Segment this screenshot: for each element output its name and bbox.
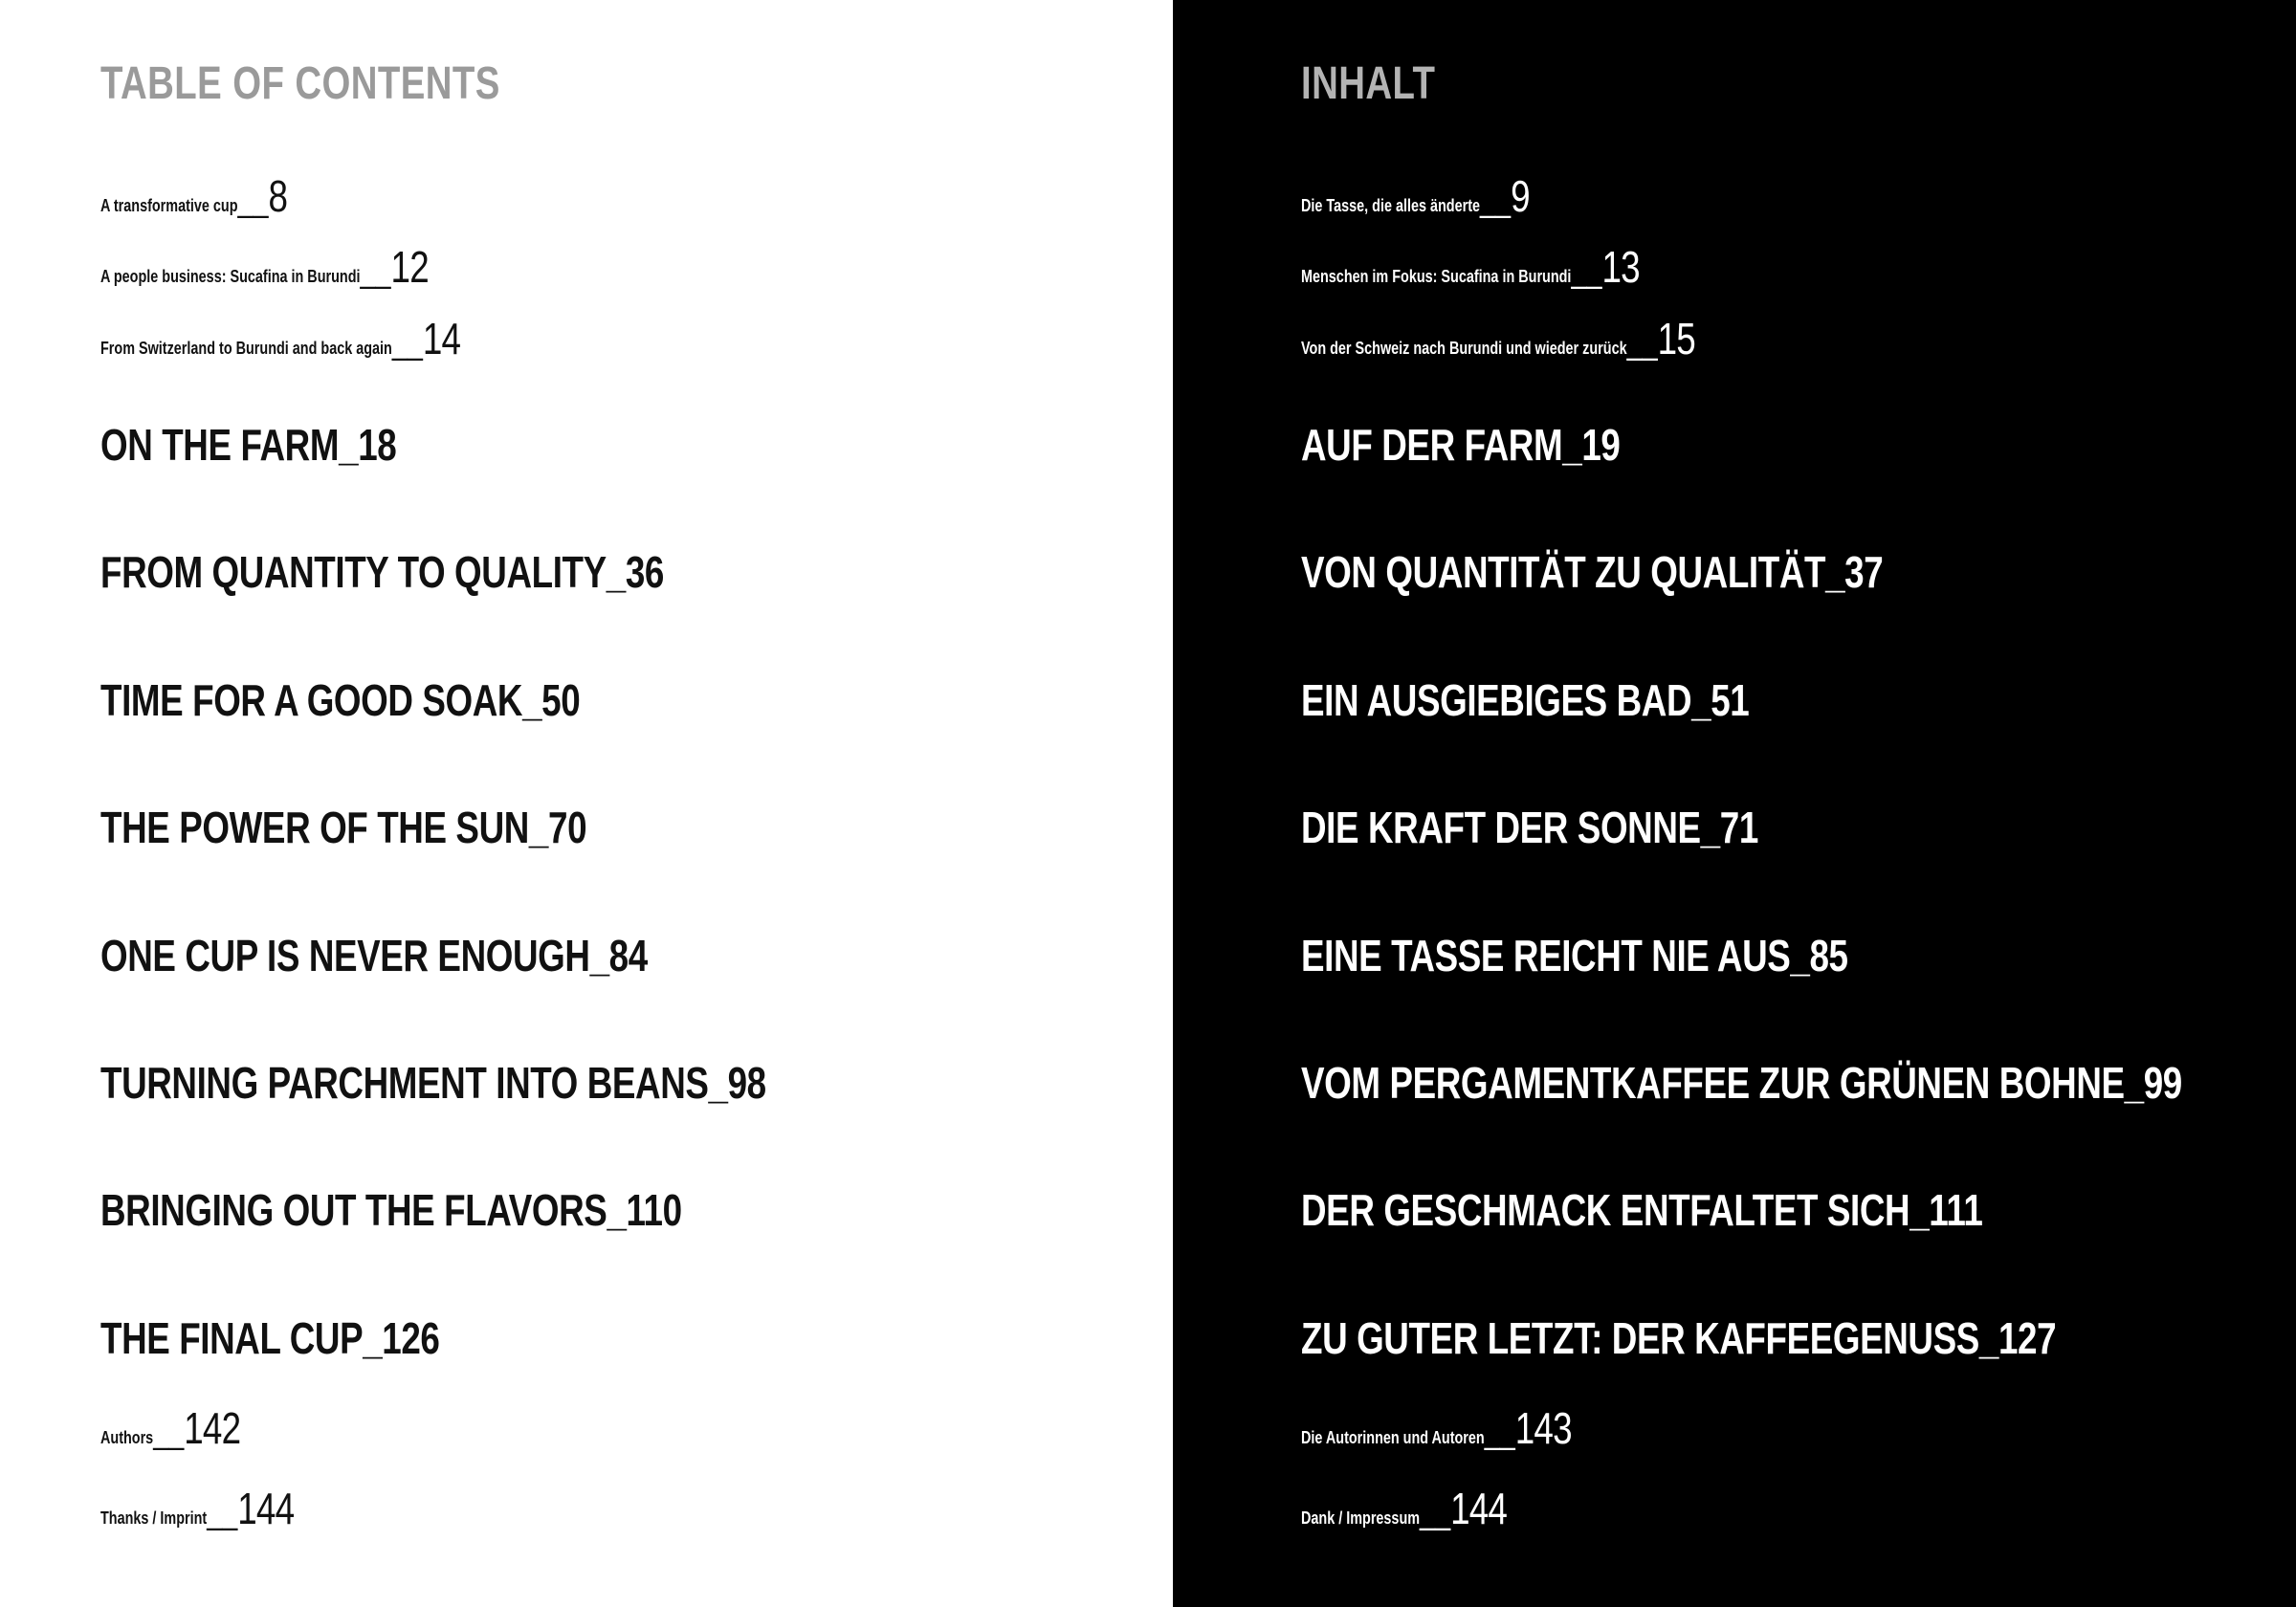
- inhalt-chapter-2[interactable]: VON QUANTITÄT ZU QUALITÄT_37: [1301, 547, 1884, 597]
- inhalt-chapter-4[interactable]: DIE KRAFT DER SONNE_71: [1301, 803, 1758, 852]
- inhalt-chapter-1[interactable]: AUF DER FARM_19: [1301, 420, 1621, 470]
- toc-chapter-4[interactable]: THE POWER OF THE SUN_70: [100, 803, 587, 852]
- english-toc-heading: TABLE OF CONTENTS: [100, 58, 500, 109]
- inhalt-chapter-7[interactable]: DER GESCHMACK ENTFALTET SICH_111: [1301, 1185, 1983, 1235]
- toc-chapter-2[interactable]: FROM QUANTITY TO QUALITY_36: [100, 547, 664, 597]
- toc-chapter-8[interactable]: THE FINAL CUP_126: [100, 1313, 440, 1363]
- inhalt-entry-intro-2[interactable]: Menschen im Fokus: Sucafina in Burundi__13: [1301, 242, 1640, 292]
- inhalt-entry-authors[interactable]: Die Autorinnen und Autoren__143: [1301, 1403, 1572, 1453]
- inhalt-chapter-5[interactable]: EINE TASSE REICHT NIE AUS_85: [1301, 931, 1848, 980]
- toc-entry-intro-3[interactable]: From Switzerland to Burundi and back again__14: [100, 314, 461, 363]
- toc-entry-intro-1[interactable]: A transformative cup__8: [100, 171, 288, 221]
- inhalt-chapter-8[interactable]: ZU GUTER LETZT: DER KAFFEEGENUSS_127: [1301, 1313, 2057, 1363]
- inhalt-chapter-3[interactable]: EIN AUSGIEBIGES BAD_51: [1301, 675, 1750, 725]
- toc-entry-authors[interactable]: Authors__142: [100, 1403, 241, 1453]
- toc-chapter-3[interactable]: TIME FOR A GOOD SOAK_50: [100, 675, 581, 725]
- inhalt-entry-intro-3[interactable]: Von der Schweiz nach Burundi und wieder zurück__15: [1301, 314, 1695, 363]
- inhalt-entry-intro-1[interactable]: Die Tasse, die alles änderte__9: [1301, 171, 1530, 221]
- inhalt-chapter-6[interactable]: VOM PERGAMENTKAFFEE ZUR GRÜNEN BOHNE_99: [1301, 1058, 2182, 1108]
- toc-chapter-7[interactable]: BRINGING OUT THE FLAVORS_110: [100, 1185, 682, 1235]
- toc-entry-intro-2[interactable]: A people business: Sucafina in Burundi__12: [100, 242, 429, 292]
- toc-chapter-5[interactable]: ONE CUP IS NEVER ENOUGH_84: [100, 931, 648, 980]
- german-page: [1173, 0, 2296, 1607]
- toc-chapter-1[interactable]: ON THE FARM_18: [100, 420, 397, 470]
- toc-chapter-6[interactable]: TURNING PARCHMENT INTO BEANS_98: [100, 1058, 766, 1108]
- german-toc-heading: INHALT: [1301, 58, 1436, 109]
- toc-entry-imprint[interactable]: Thanks / Imprint__144: [100, 1484, 295, 1533]
- inhalt-entry-imprint[interactable]: Dank / Impressum__144: [1301, 1484, 1508, 1533]
